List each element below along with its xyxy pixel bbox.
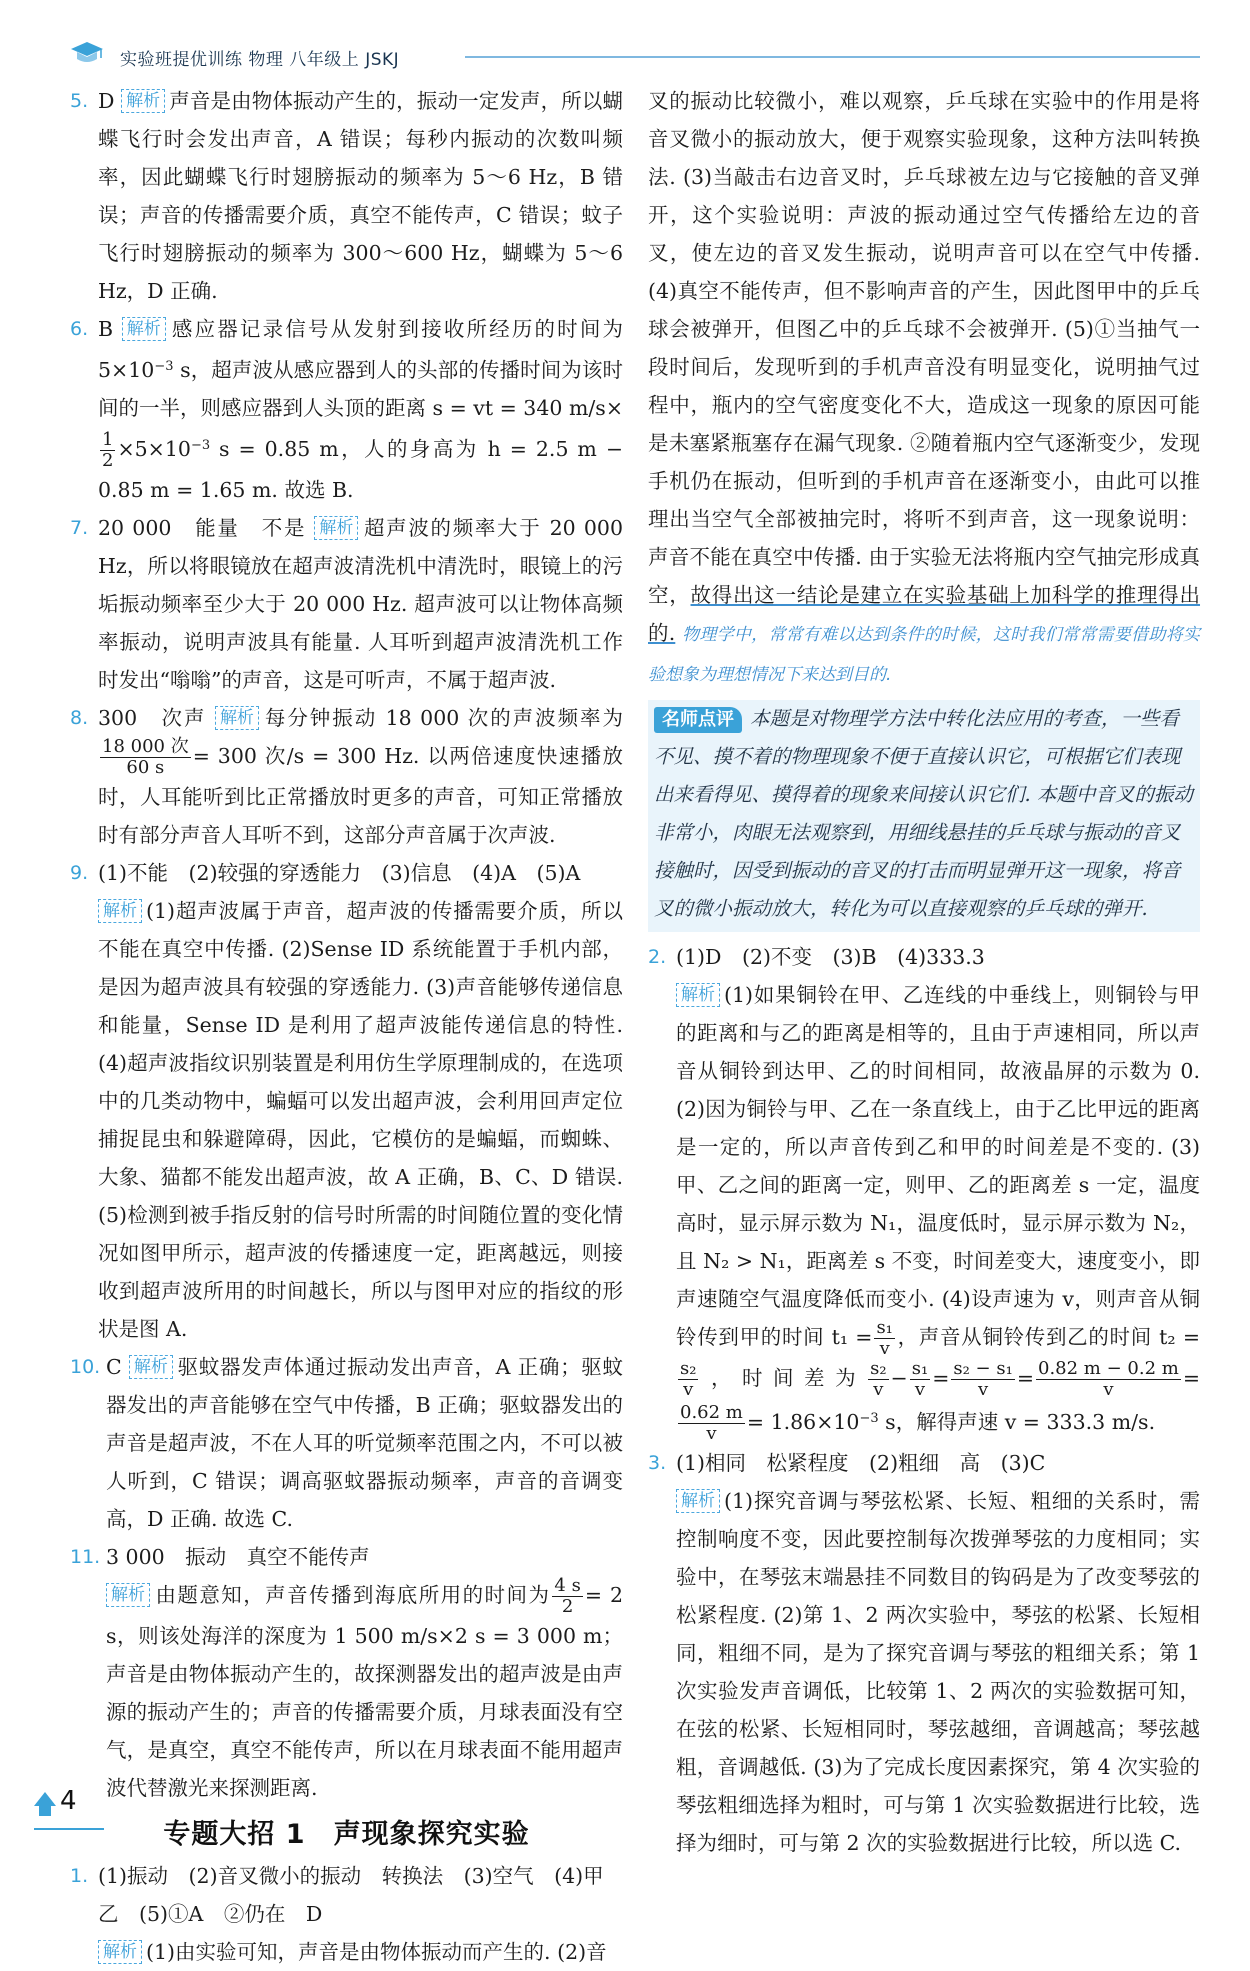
answer-item-10 bbox=[70, 1348, 623, 1538]
analysis-text: (1)超声波属于声音，超声波的传播需要介质，所以不能在真空中传播. (2)Sense ID 系统能置于手机内部，是因为超声波具有较强的穿透能力. (3)声音能够传递信息和能量，Sense ID 是利用了超声波能传递信息的特性. (4)超声波指纹识别装置是利用仿生学原理制成的，在选项中的几类动物中，蝙蝠可以发出超声波，会利用回声定位捕捉昆虫和躲避障碍，因此，它模仿的是蝙蝠，而蜘蛛、大象、猫都不能发出超声波，故 A 正确，B、C、D 错误. (5)检测到被手指反射的信号时所需的时间随位置的变化情况如图甲所示，超声波的传播速度一定，距离越远，则接收到超声波所用的时间越长，所以与图甲对应的指纹的形状是图 A. bbox=[98, 899, 623, 1341]
teacher-comment-text: 本题是对物理学方法中转化法应用的考查，一些看不见、摸不着的物理现象不便于直接认识它，可根据它们表现出来看得见、摸得着的现象来间接认识它们. 本题中音叉的振动非常小，肉眼无法观察到，用细线悬挂的乒乓球与振动的音叉接触时，因受到振动的音叉的打击而明显弹开这一现象，将音叉的微小振动放大，转化为可以直接观察的乒乓球的弹开. bbox=[654, 707, 1193, 920]
item-number: 2. bbox=[648, 946, 667, 968]
analysis-text: s = 0.85 m，人的身高为 h = 2.5 m − 0.85 m = 1.65 m. 故选 B. bbox=[98, 437, 623, 502]
analysis-text: ×5×10 bbox=[117, 437, 191, 461]
fraction bbox=[678, 1359, 698, 1400]
analysis-tag: 解析 bbox=[122, 317, 166, 341]
header-rule bbox=[465, 56, 1200, 58]
analysis-text: = 1.86×10 bbox=[746, 1410, 860, 1434]
analysis-text: 超声波的频率大于 20 000 Hz，所以将眼镜放在超声波清洗机中清洗时，眼镜上的污垢振动频率至少大于 20 000 Hz. 超声波可以让物体高频率振动，说明声波具有能量. 人耳听到超声波清洗机工作时发出“嗡嗡”的声音，这是可听声，不属于超声波. bbox=[98, 516, 623, 692]
numerator: s₁ bbox=[876, 1317, 893, 1338]
page-number: 4 bbox=[60, 1786, 77, 1816]
answer-item-s1 bbox=[70, 1857, 623, 1971]
answer: 乙 (5)①A ②仍在 D bbox=[98, 1902, 323, 1926]
answer: 3 000 振动 真空不能传声 bbox=[106, 1545, 370, 1569]
right-column bbox=[648, 82, 1200, 1862]
fraction bbox=[951, 1359, 1014, 1400]
analysis-text: s，解得声速 v = 333.3 m/s. bbox=[878, 1410, 1156, 1434]
handwritten-note: 物理学中，常常有难以达到条件的时候，这时我们常常需要借助将实验想象为理想情况下来达到目的. bbox=[648, 625, 1200, 685]
analysis-text: ，时间差为 bbox=[700, 1366, 867, 1390]
answer-item-s3 bbox=[648, 1444, 1200, 1862]
analysis-text: (1)探究音调与琴弦松紧、长短、粗细的关系时，需控制响度不变，因此要控制每次拨弹琴弦的力度相同；实验中，在琴弦末端悬挂不同数目的钩码是为了改变琴弦的松紧程度. (2)第 1、2 两次实验中，琴弦的松紧、长短相同，粗细不同，是为了探究音调与琴弦的粗细关系；第 1 次实验发声音调低，比较第 1、2 两次的实验数据可知，在弦的松紧、长短相同时，琴弦越细，音调越高；琴弦越粗，音调越低. (3)为了完成长度因素探究，第 4 次实验的琴弦粗细选择为粗时，可与第 1 次实验数据进行比较，选择为细时，可与第 2 次的实验数据进行比较，所以选 C. bbox=[676, 1489, 1200, 1855]
fraction bbox=[100, 430, 115, 471]
item-number: 8. bbox=[70, 707, 89, 729]
answer: 300 次声 bbox=[98, 706, 207, 730]
analysis-text: s，超声波从感应器到人的头部的传播时间为该时间的一半，则感应器到人头顶的距离 s = vt = 340 m/s× bbox=[98, 358, 623, 420]
denominator: v bbox=[879, 1338, 890, 1359]
item-number: 7. bbox=[70, 517, 89, 539]
answer-item-6 bbox=[70, 310, 623, 509]
numerator: s₂ − s₁ bbox=[953, 1358, 1013, 1379]
analysis-tag: 解析 bbox=[106, 1583, 150, 1607]
analysis-text: 每分钟振动 18 000 次的声波频率为 bbox=[262, 706, 623, 730]
denominator: 2 bbox=[561, 1596, 574, 1617]
analysis-text: 由题意知，声音传播到海底所用的时间为 bbox=[154, 1583, 551, 1607]
left-column bbox=[70, 82, 623, 1971]
analysis-tag: 解析 bbox=[98, 1940, 142, 1964]
fraction bbox=[552, 1576, 582, 1617]
analysis-text: ，声音从铜铃传到乙的时间 t₂ = bbox=[896, 1325, 1200, 1349]
answer: D bbox=[98, 89, 115, 113]
denominator: v bbox=[873, 1379, 884, 1400]
item-number: 3. bbox=[648, 1452, 667, 1474]
section-title: 专题大招 1 声现象探究实验 bbox=[163, 1819, 530, 1850]
item-number: 6. bbox=[70, 318, 89, 340]
analysis-text: 叉的振动比较微小，难以观察，乒乓球在实验中的作用是将音叉微小的振动放大，便于观察实验现象，这种方法叫转换法. (3)当敲击右边音叉时，乒乓球被左边与它接触的音叉弹开，这个实验说明：声波的振动通过空气传播给左边的音叉，使左边的音叉发生振动，说明声音可以在空气中传播. (4)真空不能传声，但不影响声音的产生，因此图甲中的乒乓球会被弹开，但图乙中的乒乓球不会被弹开. (5)①当抽气一段时间后，发现听到的手机声音没有明显变化，说明抽气过程中，瓶内的空气密度变化不大，造成这一现象的原因可能是未塞紧瓶塞存在漏气现象. ②随着瓶内空气逐渐变少，发现手机仍在振动，但听到的手机声音在逐渐变小，由此可以推理出当空气全部被抽完时，将听不到声音，这一现象说明：声音不能在真空中传播. 由于实验无法将瓶内空气抽完形成真空， bbox=[648, 89, 1200, 607]
numerator: 0.62 m bbox=[680, 1402, 743, 1423]
answer: (1)振动 (2)音叉微小的振动 转换法 (3)空气 (4)甲 bbox=[98, 1864, 604, 1888]
item-number: 5. bbox=[70, 90, 89, 112]
fraction bbox=[874, 1318, 894, 1359]
analysis-text: 感应器记录信号从发射到接收所经历的时间为 5×10 bbox=[98, 317, 623, 382]
analysis-tag: 解析 bbox=[129, 1355, 173, 1379]
answer: (1)不能 (2)较强的穿透能力 (3)信息 (4)A (5)A bbox=[98, 861, 581, 885]
exponent: −3 bbox=[859, 1411, 879, 1426]
answer-item-s2 bbox=[648, 938, 1200, 1444]
denominator: v bbox=[706, 1423, 717, 1444]
teacher-comment-box bbox=[648, 700, 1200, 932]
denominator: v bbox=[683, 1379, 694, 1400]
item-number: 10. bbox=[70, 1356, 101, 1378]
analysis-text: = bbox=[1016, 1366, 1034, 1390]
numerator: s₂ bbox=[680, 1358, 697, 1379]
answer: (1)D (2)不变 (3)B (4)333.3 bbox=[676, 945, 985, 969]
page-number-block bbox=[34, 1786, 94, 1826]
numerator: 18 000 次 bbox=[102, 736, 189, 757]
denominator: 60 s bbox=[126, 757, 165, 778]
answer-item-s1-continued bbox=[648, 82, 1200, 694]
page-header bbox=[70, 40, 1200, 70]
analysis-text: = 300 次/s = 300 Hz. 以两倍速度快速播放时，人耳能听到比正常播放时更多的声音，可知正常播放时有部分声音人耳听不到，这部分声音属于次声波. bbox=[98, 744, 623, 847]
analysis-text: 声音是由物体振动产生的，振动一定发声，所以蝴蝶飞行时会发出声音，A 错误；每秒内振动的次数叫频率，因此蝴蝶飞行时翅膀振动的频率为 5～6 Hz，B 错误；声音的传播需要介质，真空不能传声，C 错误；蚊子飞行时翅膀振动的频率为 300～600 Hz，蝴蝶为 5～6 Hz，D 正确. bbox=[98, 89, 623, 303]
numerator: 0.82 m − 0.2 m bbox=[1038, 1358, 1179, 1379]
analysis-text: = 2 s，则该处海洋的深度为 1 500 m/s×2 s = 3 000 m；声音是由物体振动产生的，故探测器发出的超声波是由声源的振动产生的；声音的传播需要介质，月球表面没有空气，是真空，真空不能传声，所以在月球表面不能用超声波代替激光来探测距离. bbox=[106, 1583, 623, 1800]
answer-item-8 bbox=[70, 699, 623, 854]
denominator: v bbox=[914, 1379, 926, 1400]
item-number: 11. bbox=[70, 1546, 101, 1568]
answer: (1)相同 松紧程度 (2)粗细 高 (3)C bbox=[676, 1451, 1046, 1475]
fraction bbox=[678, 1403, 745, 1444]
fraction bbox=[868, 1359, 888, 1400]
answer-item-11 bbox=[70, 1538, 623, 1807]
analysis-text: = bbox=[932, 1366, 950, 1390]
exponent: −3 bbox=[154, 359, 174, 374]
answer-item-5 bbox=[70, 82, 623, 310]
analysis-text: = bbox=[1182, 1366, 1200, 1390]
graduation-cap-icon bbox=[70, 40, 104, 66]
denominator: 2 bbox=[102, 450, 114, 471]
numerator: 4 s bbox=[554, 1575, 581, 1596]
up-arrow-icon-stem bbox=[39, 1806, 51, 1816]
analysis-text: (1)如果铜铃在甲、乙连线的中垂线上，则铜铃与甲的距离和与乙的距离是相等的，且由于声速相同，所以声音从铜铃到达甲、乙的时间相同，故液晶屏的示数为 0. (2)因为铜铃与甲、乙在一条直线上，由于乙比甲远的距离是一定的，所以声音传到乙和甲的时间差是不变的. (3)甲、乙之间的距离一定，则甲、乙的距离差 s 一定，温度高时，显示屏示数为 N₁，温度低时，显示屏示数为 N₂，且 N₂ > N₁，距离差 s 不变，时间差变大，速度变小，即声速随空气温度降低而变小. (4)设声速为 v，则声音从铜铃传到甲的时间 t₁ = bbox=[676, 983, 1200, 1349]
answer-item-7 bbox=[70, 509, 623, 699]
item-number: 9. bbox=[70, 862, 89, 884]
teacher-comment-badge: 名师点评 bbox=[654, 707, 742, 733]
book-title: 实验班提优训练 物理 八年级上 JSKJ bbox=[120, 50, 400, 70]
answer: C bbox=[106, 1355, 122, 1379]
numerator: s₁ bbox=[911, 1358, 929, 1379]
analysis-tag: 解析 bbox=[121, 89, 165, 113]
analysis-text: 驱蚊器发声体通过振动发出声音，A 正确；驱蚊器发出的声音能够在空气中传播，B 正确；驱蚊器发出的声音是超声波，不在人耳的听觉频率范围之内，不可以被人听到，C 错误；调高驱蚊器振动频率，声音的音调变高，D 正确. 故选 C. bbox=[106, 1355, 623, 1531]
answer: B bbox=[98, 317, 114, 341]
analysis-tag: 解析 bbox=[314, 516, 358, 540]
item-number: 1. bbox=[70, 1865, 89, 1887]
analysis-text: − bbox=[890, 1366, 908, 1390]
fraction bbox=[910, 1359, 930, 1400]
underlined-conclusion: 故得出这一结论是建立在实验基础上加科学的推理得出的. bbox=[648, 583, 1201, 645]
analysis-tag: 解析 bbox=[98, 899, 142, 923]
footer-rule bbox=[34, 1828, 104, 1830]
denominator: v bbox=[978, 1379, 989, 1400]
analysis-tag: 解析 bbox=[676, 1489, 720, 1513]
fraction bbox=[100, 737, 191, 778]
up-arrow-icon bbox=[34, 1792, 56, 1806]
analysis-tag: 解析 bbox=[676, 983, 720, 1007]
numerator: 1 bbox=[102, 429, 114, 450]
answer-item-9 bbox=[70, 854, 623, 1348]
exponent: −3 bbox=[190, 438, 211, 453]
analysis-tag: 解析 bbox=[215, 706, 259, 730]
analysis-text: (1)由实验可知，声音是由物体振动而产生的. (2)音 bbox=[146, 1940, 607, 1964]
fraction bbox=[1036, 1359, 1181, 1400]
answer: 20 000 能量 不是 bbox=[98, 516, 307, 540]
denominator: v bbox=[1103, 1379, 1114, 1400]
numerator: s₂ bbox=[870, 1358, 887, 1379]
